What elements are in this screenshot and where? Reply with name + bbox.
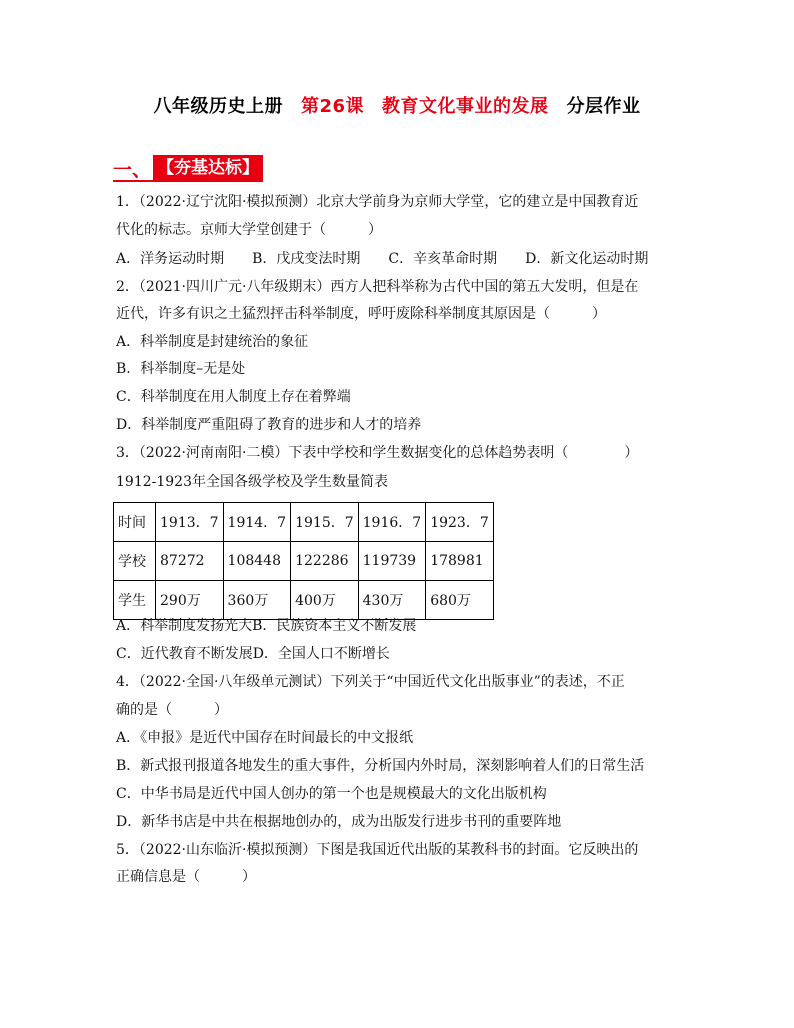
table-cell: 430万 <box>358 581 426 620</box>
table-row <box>114 581 494 620</box>
q3-options-cd: C．近代教育不断发展D．全国人口不断增长 <box>116 646 390 662</box>
page-title <box>0 92 794 118</box>
table-cell: 1914．7 <box>223 503 291 542</box>
table-cell: 学校 <box>114 542 156 581</box>
title-grade: 八年级历史上册 <box>153 96 283 117</box>
school-student-table <box>113 502 494 620</box>
q2-option-c: C．科举制度在用人制度上存在着弊端 <box>116 389 351 405</box>
q4-stem-line2: 确的是（ ） <box>116 702 228 718</box>
table-row <box>114 542 494 581</box>
q5-stem-line2: 正确信息是（ ） <box>116 869 256 885</box>
table-cell: 680万 <box>426 581 494 620</box>
q4-stem-line1: 4．（2022·全国·八年级单元测试）下列关于“中国近代文化出版事业”的表述，不正 <box>116 674 625 690</box>
q1-stem-line2: 代化的标志。京师大学堂创建于（ ） <box>116 222 382 238</box>
table-cell: 1916．7 <box>358 503 426 542</box>
table-cell: 400万 <box>291 581 359 620</box>
q2-stem-line2: 近代，许多有识之土猛烈抨击科举制度，呼吁废除科举制度其原因是（ ） <box>116 306 606 322</box>
title-homework: 分层作业 <box>566 96 641 117</box>
table-cell: 1913．7 <box>156 503 224 542</box>
q3-stem-line1: 3．（2022·河南南阳·二模）下表中学校和学生数据变化的总体趋势表明（ ） <box>116 445 639 461</box>
q3-options-ab: A．科举制度发扬光大B．民族资本主义不断发展 <box>116 618 417 634</box>
table-cell: 108448 <box>223 542 291 581</box>
q1-options: A．洋务运动时期 B．戊戌变法时期 C．辛亥革命时期 D．新文化运动时期 <box>116 251 649 267</box>
table-cell: 178981 <box>426 542 494 581</box>
q2-option-d: D．科举制度严重阻碍了教育的进步和人才的培养 <box>116 417 422 433</box>
q4-option-d: D．新华书店是中共在根据地创办的，成为出版发行进步书刊的重要阵地 <box>116 814 562 830</box>
title-lesson: 第26课 <box>300 96 365 117</box>
table-cell: 学生 <box>114 581 156 620</box>
q3-table-caption: 1912-1923年全国各级学校及学生数量简表 <box>116 474 388 490</box>
title-topic: 教育文化事业的发展 <box>382 96 549 117</box>
table-cell: 时间 <box>114 503 156 542</box>
table-cell: 122286 <box>291 542 359 581</box>
table-cell: 87272 <box>156 542 224 581</box>
q2-stem-line1: 2．（2021·四川广元·八年级期末）西方人把科举称为古代中国的第五大发明，但是在 <box>116 279 639 295</box>
section-heading <box>113 154 263 182</box>
q4-option-a: A．《申报》是近代中国存在时间最长的中文报纸 <box>116 730 414 746</box>
q4-option-b: B．新式报刊报道各地发生的重大事件，分析国内外时局，深刻影响着人们的日常生活 <box>116 758 645 774</box>
table-cell: 1923．7 <box>426 503 494 542</box>
table-cell: 119739 <box>358 542 426 581</box>
section-number: 一、 <box>113 158 152 181</box>
q2-option-a: A．科举制度是封建统治的象征 <box>116 334 309 350</box>
section-badge: 【夯基达标】 <box>153 155 263 181</box>
q2-option-b: B．科举制度–无是处 <box>116 361 246 377</box>
q5-stem-line1: 5．（2022·山东临沂·模拟预测）下图是我国近代出版的某教科书的封面。它反映出的 <box>116 842 639 858</box>
table-cell: 1915．7 <box>291 503 359 542</box>
table-cell: 360万 <box>223 581 291 620</box>
q1-stem-line1: 1．（2022·辽宁沈阳·模拟预测）北京大学前身为京师大学堂，它的建立是中国教育近 <box>116 194 639 210</box>
table-cell: 290万 <box>156 581 224 620</box>
table-row <box>114 503 494 542</box>
q4-option-c: C．中华书局是近代中国人创办的第一个也是规模最大的文化出版机构 <box>116 786 547 802</box>
section-underline <box>113 180 263 182</box>
